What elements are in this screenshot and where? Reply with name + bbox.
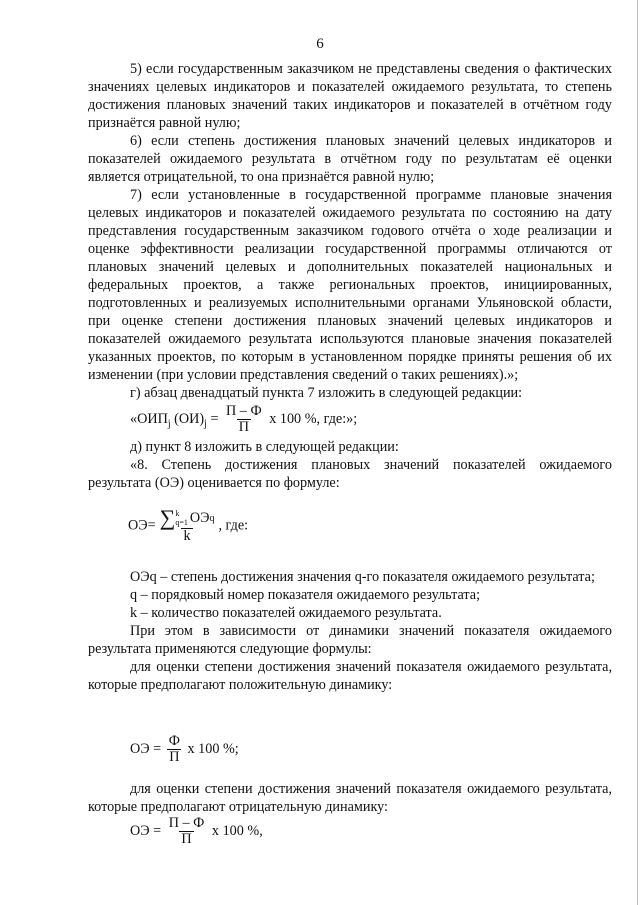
formula-negative-tail: х 100 %, [208, 822, 263, 839]
formula-negative-fraction [167, 816, 207, 847]
paragraph-7: 7) если установленные в государственной программе плановые значения целевых индикаторов и показателей ожидаемого результата по состоянию на дату представления государственным заказчиком годового отчёта о ходе реализации и оценке эффективности реализации государственной программы отличаются от плановых значений целевых и дополнительных показателей национальных и федеральных проектов, а также региональных проектов, инициированных, подготовленных и реализуемых исполнительными органами Ульяновской области, при оценке степени достижения плановых значений целевых индикаторов и показателей ожидаемого результата используются плановые значения показателей указанных проектов, по которым в установленном порядке приняты решения об их изменении (при условии представления сведений о таких решениях).»; [88, 187, 612, 383]
scan-edge-line [637, 0, 638, 905]
formula-negative [130, 816, 263, 847]
formula-oip-mid: (ОИ) [170, 410, 205, 427]
formula-oip-sub: j [167, 418, 171, 430]
formula-positive-numerator: Ф [168, 733, 180, 749]
formula-positive [130, 734, 239, 765]
formula-positive-denominator: П [169, 749, 180, 765]
paragraph-negative: для оценки степени достижения значений показателя ожидаемого результата, которые предполагают отрицательную динамику: [88, 781, 612, 815]
formula-oip-numerator: П – Ф [226, 403, 262, 419]
definition-q: q – порядковый номер показателя ожидаемого результата; [130, 587, 481, 603]
formula-positive-fraction [167, 734, 182, 765]
paragraph-dynamics: При этом в зависимости от динамики значений показателя ожидаемого результата применяются следующие формулы: [88, 623, 612, 657]
formula-oe-fraction [158, 505, 217, 544]
paragraph-g: г) абзац двенадцатый пункта 7 изложить в следующей редакции: [130, 385, 523, 401]
formula-oe-sum [128, 505, 249, 544]
formula-oip-denominator: П [238, 419, 249, 435]
formula-positive-left: ОЭ = [130, 740, 165, 757]
formula-oe-upper: k [175, 509, 180, 518]
text-block-defs [88, 568, 612, 694]
paragraph-8: «8. Степень достижения плановых значений показателей ожидаемого результата (ОЭ) оценивается по формуле: [88, 457, 612, 491]
formula-positive-tail: х 100 %; [183, 740, 239, 757]
formula-negative-denominator: П [181, 831, 192, 847]
formula-oe-limits [175, 509, 188, 527]
formula-oe-term-sub: q [209, 512, 215, 524]
formula-oe-denominator: k [183, 528, 191, 544]
text-block-d [88, 438, 612, 492]
formula-oip-eq: = [206, 410, 223, 427]
definition-oeq: ОЭq – степень достижения значения q-го показателя ожидаемого результата; [130, 569, 595, 585]
paragraph-positive: для оценки степени достижения значений показателя ожидаемого результата, которые предполагают положительную динамику: [88, 659, 612, 693]
formula-oe-numerator [158, 505, 217, 530]
formula-oip [130, 404, 357, 435]
formula-oe-lower: q=1 [175, 518, 188, 527]
formula-oip-left: «ОИП [130, 410, 168, 427]
page-number: 6 [316, 36, 324, 52]
paragraph-d: д) пункт 8 изложить в следующей редакции: [130, 439, 399, 455]
formula-oe-left: ОЭ= [128, 517, 156, 534]
text-block-negative [88, 780, 612, 816]
definition-k: k – количество показателей ожидаемого результата. [130, 605, 442, 621]
formula-negative-numerator: П – Ф [168, 815, 205, 831]
formula-oip-fraction [224, 404, 264, 435]
paragraph-6: 6) если степень достижения плановых значений целевых индикаторов и показателей ожидаемого результата в отчётном году по результатам её оценки является отрицательной, то она признаётся равной нулю; [88, 133, 612, 185]
formula-oe-tail: , где: [218, 517, 249, 534]
formula-oe-sigma: ∑ [159, 505, 176, 530]
formula-oe-term: ОЭ [189, 509, 210, 526]
formula-oip-tail: х 100 %, где:»; [265, 410, 358, 427]
formula-oip-sub2: j [204, 418, 207, 430]
formula-negative-left: ОЭ = [130, 822, 165, 839]
paragraph-5: 5) если государственным заказчиком не представлены сведения о фактических значениях целевых индикаторов и показателей ожидаемого результата, то степень достижения плановых значений таких индикаторов и показателей в отчётном году признаётся равной нулю; [88, 61, 612, 131]
text-block-top [88, 60, 612, 402]
